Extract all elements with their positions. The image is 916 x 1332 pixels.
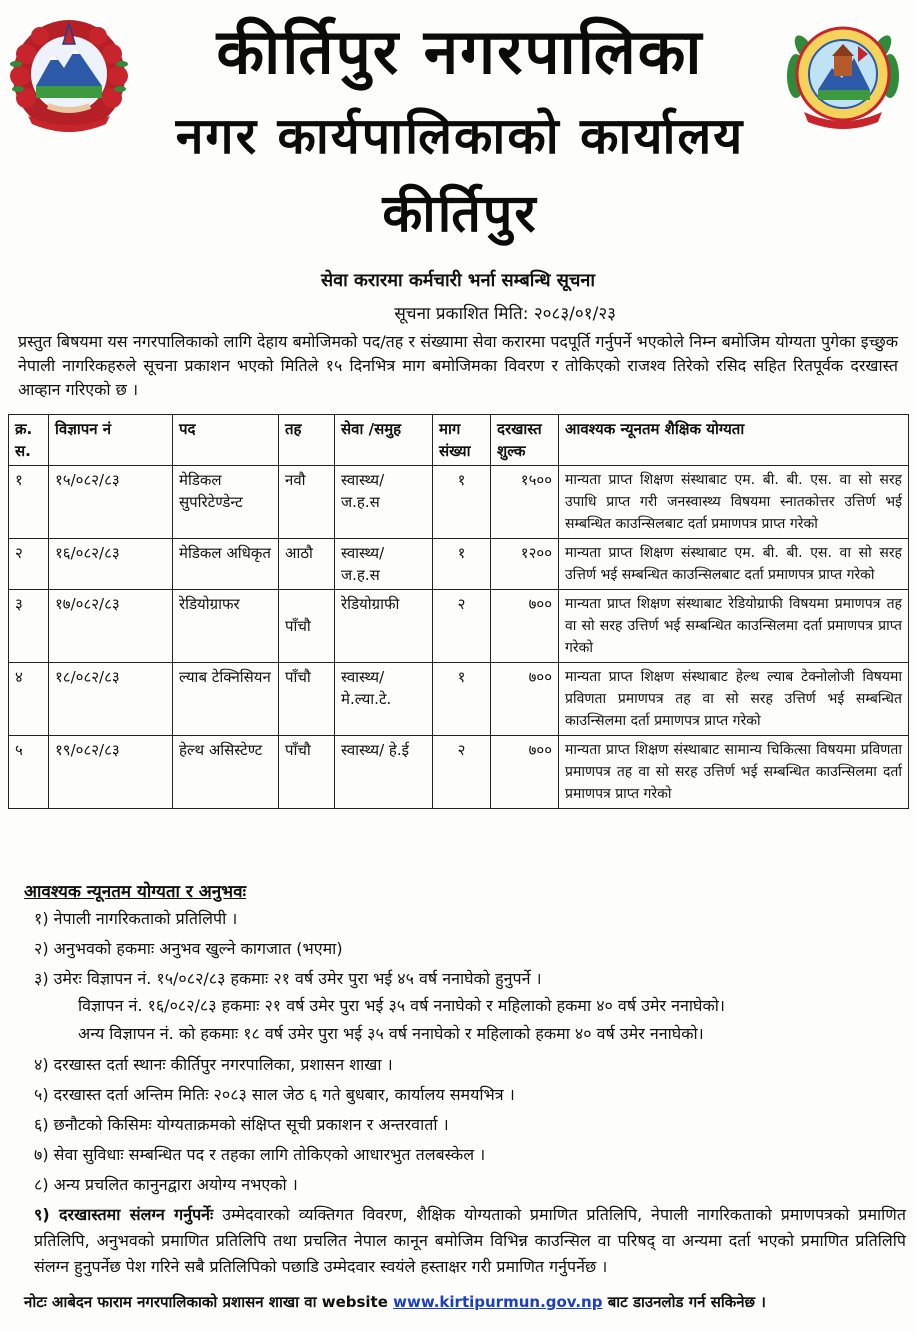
cell-sn: ५	[9, 736, 49, 809]
cell-service: स्वास्थ्य/ मे.ल्या.टे.	[335, 663, 433, 736]
cell-fee: १२००	[491, 539, 559, 590]
cell-service: स्वास्थ्य/ ज.ह.स	[335, 466, 433, 539]
website-link[interactable]: www.kirtipurmun.gov.np	[393, 1293, 603, 1311]
list-item: २) अनुभवको हकमाः अनुभव खुल्ने कागजात (भएमा)	[34, 939, 343, 958]
cell-post: मेडिकल अधिकृत	[173, 539, 279, 590]
note-prefix: नोटः आबेदन फाराम नगरपालिकाको प्रशासन शाखा वा	[24, 1293, 322, 1311]
list-item: ५) दरखास्त दर्ता अन्तिम मितिः २०८३ साल जेठ ६ गते बुधबार, कार्यालय समयभित्र ।	[34, 1085, 515, 1104]
cell-demand: २	[433, 736, 491, 809]
cell-level: आठौ	[279, 539, 335, 590]
col-service: सेवा /समुह	[335, 415, 433, 466]
notice-intro: प्रस्तुत बिषयमा यस नगरपालिकाको लागि देहाय बमोजिमको पद/तह र संख्यामा सेवा करारमा पदपूर्ति गर्नुपर्ने भएकोले निम्न बमोजिम योग्यता पुगेका इच्छुक नेपाली नागरिकहरुले सूचना प्रकाशन भएको मितिले १५ दिनभित्र माग बमोजिमका विवरण र तोकिएको राजश्व तिरेको रसिद सहित रितपूर्वक दरखास्त आव्हान गरिएको छ ।	[18, 332, 898, 399]
list-subitem: अन्य विज्ञापन नं. को हकमाः १८ वर्ष उमेर पुरा भई ३५ वर्ष ननाघेको र महिलाको हकमा ४० वर्ष उमेर ननाघेको।	[78, 1024, 704, 1043]
col-fee: दरखास्त शुल्क	[491, 415, 559, 466]
cell-adno: १५/०८२/८३	[49, 466, 173, 539]
cell-qual: मान्यता प्राप्त शिक्षण संस्थाबाट हेल्थ ल्याब टेक्नोलोजी विषयमा प्रविणता प्रमाणपत्र तह वा सो सरह उत्तिर्ण भई सम्बन्धित काउन्सिलमा दर्ता प्रमाणपत्र प्राप्त गरेको	[559, 663, 909, 736]
cell-post: हेल्थ असिस्टेण्ट	[173, 736, 279, 809]
cell-fee: ७००	[491, 736, 559, 809]
table-row	[9, 663, 909, 736]
publication-date: सूचना प्रकाशित मिति: २०८३/०१/२३	[394, 304, 616, 324]
cell-qual: मान्यता प्राप्त शिक्षण संस्थाबाट सामान्य चिकित्सा विषयमा प्रविणता प्रमाणपत्र तह वा सो सरह उत्तिर्ण भई सम्बन्धित काउन्सिलमा दर्ता प्रमाणपत्र प्राप्त गरेको	[559, 736, 909, 809]
cell-demand: १	[433, 539, 491, 590]
cell-qual: मान्यता प्राप्त शिक्षण संस्थाबाट एम. बी. बी. एस. वा सो सरह उपाधि प्राप्त गरी जनस्वास्थ्य विषयमा स्नातकोत्तर उत्तिर्ण भई सम्बन्धित काउन्सिलबाट दर्ता प्रमाणपत्र प्राप्त गरेको	[559, 466, 909, 539]
col-adno: विज्ञापन नं	[49, 415, 173, 466]
note-suffix: बाट डाउनलोड गर्न सकिनेछ ।	[602, 1293, 766, 1311]
col-qual: आवश्यक न्यूनतम शैक्षिक योग्यता	[559, 415, 909, 466]
table-header-row	[9, 415, 909, 466]
col-level: तह	[279, 415, 335, 466]
list-item: ८) अन्य प्रचलित कानुनद्वारा अयोग्य नभएको ।	[34, 1175, 298, 1194]
cell-qual: मान्यता प्राप्त शिक्षण संस्थाबाट रेडियोग्राफी विषयमा प्रमाणपत्र तह वा सो सरह उत्तिर्ण भई सम्बन्धित काउन्सिलमा दर्ता प्रमाणपत्र प्राप्त गरेको	[559, 590, 909, 663]
table-row	[9, 590, 909, 663]
list-item: ४) दरखास्त दर्ता स्थानः कीर्तिपुर नगरपालिका, प्रशासन शाखा ।	[34, 1055, 393, 1074]
cell-demand: २	[433, 590, 491, 663]
office-title: नगर कार्यपालिकाको कार्यालय	[175, 107, 745, 165]
place-title: कीर्तिपुर	[382, 184, 538, 244]
cell-fee: ७००	[491, 590, 559, 663]
municipality-title: कीर्तिपुर नगरपालिका	[216, 15, 704, 88]
cell-sn: ३	[9, 590, 49, 663]
table-row	[9, 466, 909, 539]
cell-adno: १९/०८२/८३	[49, 736, 173, 809]
col-post: पद	[173, 415, 279, 466]
cell-adno: १८/०८२/८३	[49, 663, 173, 736]
list-item: १) नेपाली नागरिकताको प्रतिलिपी ।	[34, 909, 238, 928]
cell-service: स्वास्थ्य/ ज.ह.स	[335, 539, 433, 590]
download-note	[24, 1290, 904, 1314]
requirements-list	[34, 906, 906, 1284]
col-demand: माग संख्या	[433, 415, 491, 466]
kirtipur-logo-icon	[782, 18, 904, 136]
cell-level: नवौ	[279, 466, 335, 539]
cell-demand: १	[433, 466, 491, 539]
cell-demand: १	[433, 663, 491, 736]
cell-level: पाँचौ	[279, 663, 335, 736]
nepal-emblem-icon	[6, 14, 132, 136]
attachments-text: उम्मेदवारको व्यक्तिगत विवरण, शैक्षिक योग्यताको प्रमाणित प्रतिलिपि, नेपाली नागरिकताको प्रमाणपत्रको प्रमाणित प्रतिलिपि, अनुभवको प्रमाणित प्रतिलिपि तथा प्रचलित नेपाल कानून बमोजिम विभिन्न काउन्सिल वा परिषद् वा अन्यमा दर्ता भएको प्रमाणित प्रतिलिपि संलग्न हुनुपर्नेछ पेश गरिने सबै प्रतिलिपिको पछाडि उम्मेदवार स्वयंले हस्ताक्षर गरी प्रमाणित गर्नुपर्नेछ ।	[34, 1205, 906, 1276]
letterhead	[0, 0, 916, 250]
cell-sn: २	[9, 539, 49, 590]
cell-adno: १६/०८२/८३	[49, 539, 173, 590]
list-item: ७) सेवा सुविधाः सम्बन्धित पद र तहका लागि तोकिएको आधारभुत तलबस्केल ।	[34, 1145, 486, 1164]
cell-post: मेडिकल सुपरिटेण्डेन्ट	[173, 466, 279, 539]
cell-service: रेडियोग्राफी	[335, 590, 433, 663]
cell-service: स्वास्थ्य/ हे.ई	[335, 736, 433, 809]
cell-sn: ४	[9, 663, 49, 736]
list-item: ६) छनौटको किसिमः योग्यताक्रमको संक्षिप्त सूची प्रकाशन र अन्तरवार्ता ।	[34, 1115, 449, 1134]
cell-adno: १७/०८२/८३	[49, 590, 173, 663]
cell-level: पाँचौ	[279, 736, 335, 809]
vacancy-table	[8, 414, 909, 809]
cell-post: ल्याब टेक्निसियन	[173, 663, 279, 736]
requirements-title: आवश्यक न्यूनतम योग्यता र अनुभवः	[24, 882, 247, 902]
cell-fee: १५००	[491, 466, 559, 539]
cell-qual: मान्यता प्राप्त शिक्षण संस्थाबाट एम. बी. बी. एस. वा सो सरह उत्तिर्ण भई सम्बन्धित काउन्सिलबाट दर्ता प्रमाणपत्र प्राप्त गरेको	[559, 539, 909, 590]
cell-sn: १	[9, 466, 49, 539]
cell-level: पाँचौ	[279, 590, 335, 663]
col-sn: क्र. स.	[9, 415, 49, 466]
cell-post: रेडियोग्राफर	[173, 590, 279, 663]
cell-fee: ७००	[491, 663, 559, 736]
list-item: ३) उमेरः विज्ञापन नं. १५/०८२/८३ हकमाः २१ वर्ष उमेर पुरा भई ४५ वर्ष ननाघेको हुनुपर्ने ।	[34, 969, 542, 988]
attachments-label: ९) दरखास्तमा संलग्न गर्नुपर्नेः	[34, 1205, 214, 1224]
notice-subject: सेवा करारमा कर्मचारी भर्ना सम्बन्धि सूचना	[320, 270, 596, 291]
table-row	[9, 736, 909, 809]
list-subitem: विज्ञापन नं. १६/०८२/८३ हकमाः २१ वर्ष उमेर पुरा भई ३५ वर्ष ननाघेको र महिलाको हकमा ४० वर्ष उमेर ननाघेको।	[78, 996, 725, 1015]
table-row	[9, 539, 909, 590]
note-website-word: website	[321, 1293, 394, 1311]
list-item	[34, 1202, 906, 1280]
